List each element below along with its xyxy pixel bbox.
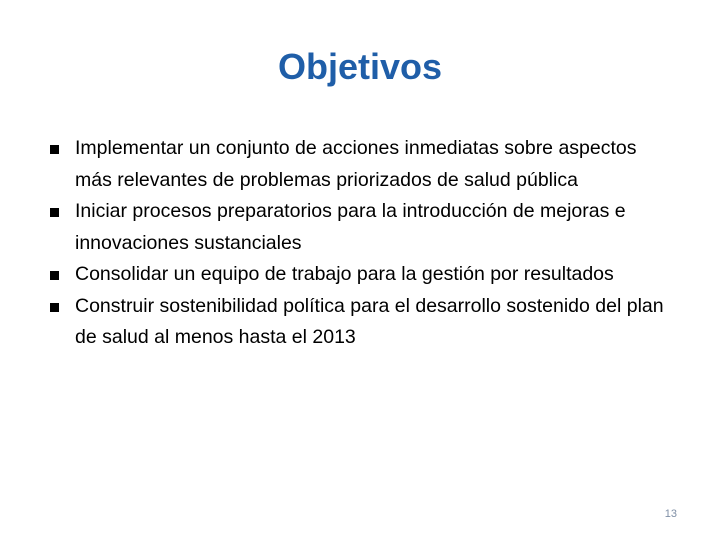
- bullet-text: Implementar un conjunto de acciones inmediatas sobre aspectos más relevantes de problemas priorizados de salud pública: [75, 137, 637, 191]
- square-bullet-icon: [50, 271, 59, 280]
- page-number: 13: [664, 508, 677, 520]
- list-item: [48, 291, 678, 354]
- square-bullet-icon: [50, 303, 59, 312]
- bullet-text: Iniciar procesos preparatorios para la introducción de mejoras e innovaciones sustanciales: [75, 200, 626, 254]
- bullet-text: Consolidar un equipo de trabajo para la gestión por resultados: [75, 263, 614, 285]
- bullet-list: [48, 133, 678, 354]
- square-bullet-icon: [50, 208, 59, 217]
- list-item: [48, 133, 678, 196]
- square-bullet-icon: [50, 145, 59, 154]
- bullet-text: Construir sostenibilidad política para el desarrollo sostenido del plan de salud al menos hasta el 2013: [75, 294, 664, 348]
- slide-title: Objetivos: [277, 46, 443, 87]
- list-item: [48, 196, 678, 259]
- list-item: [48, 259, 678, 291]
